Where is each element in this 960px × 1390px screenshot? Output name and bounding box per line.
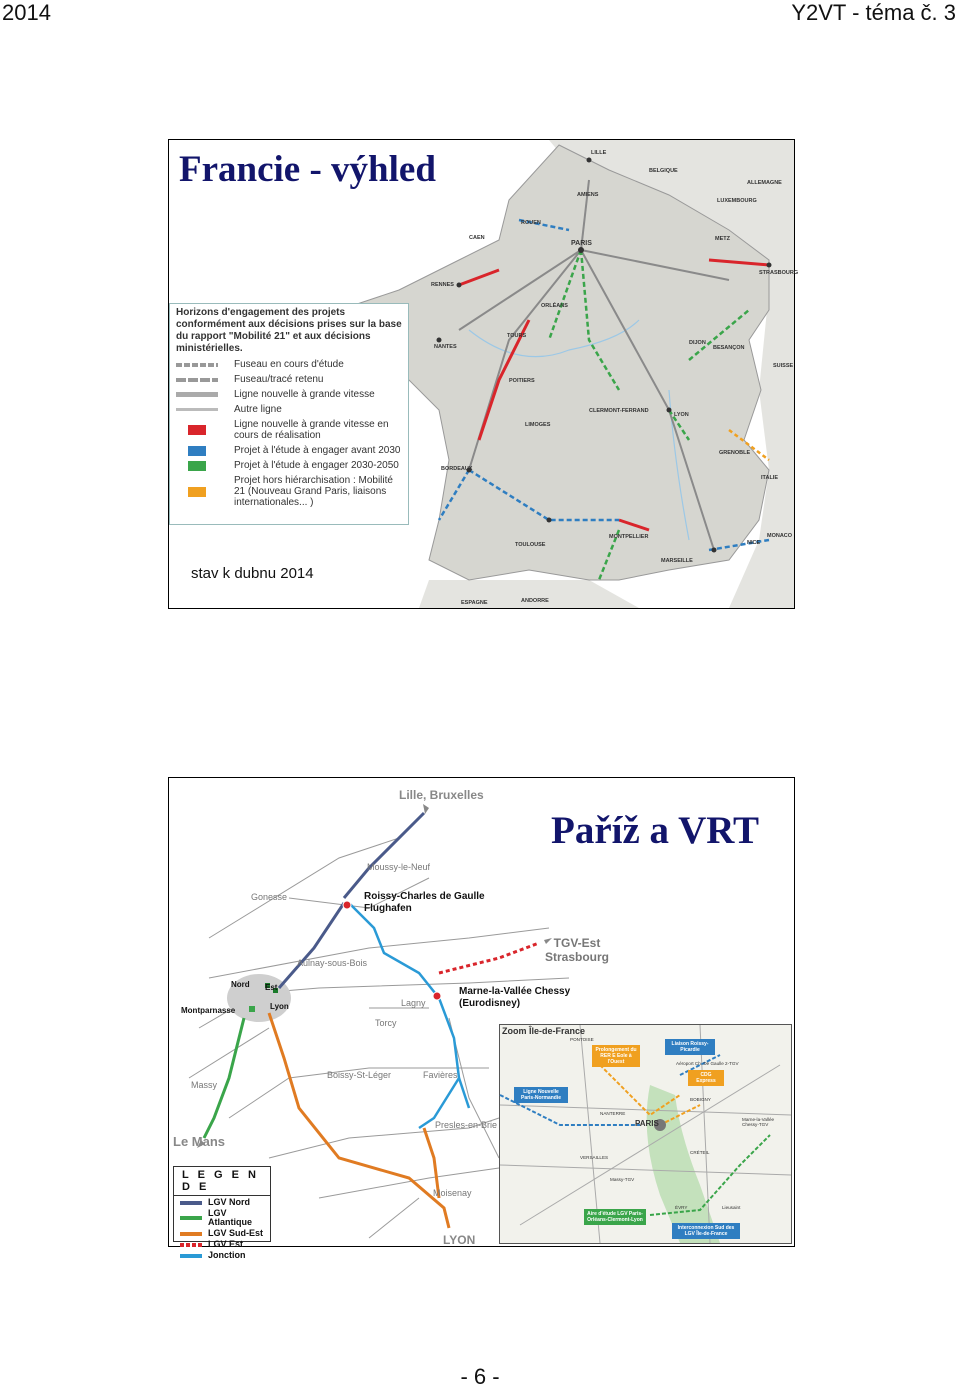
map-label-allemagne: ALLEMAGNE — [747, 180, 782, 186]
header-course: Y2VT - téma č. 3 — [791, 0, 956, 25]
map-label-rennes: RENNES — [431, 282, 454, 288]
label-moisenay: Moisenay — [433, 1188, 472, 1198]
legend-color-swatch — [188, 461, 206, 471]
label-gonesse: Gonesse — [251, 892, 288, 902]
legend-solid-swatch — [176, 408, 218, 411]
legend-swatch — [180, 1254, 202, 1258]
legend-swatch — [180, 1216, 202, 1220]
label-montparnasse: Montparnasse — [181, 1006, 236, 1015]
label-lille: Lille, Bruxelles — [399, 788, 484, 802]
slide-paris-hsr — [168, 777, 795, 1260]
legend-swatch — [180, 1201, 202, 1205]
map-label-belgique: BELGIQUE — [649, 168, 678, 174]
legend-color-label: Projet à l'étude à engager 2030-2050 — [234, 460, 399, 471]
zoom-label-marne: Marne-la-Vallée Chessy-TGV — [742, 1117, 775, 1127]
tag-interconnexion-sud: Interconnexion Sud des LGV Île-de-France — [672, 1223, 740, 1239]
label-cdg: Roissy-Charles de Gaulle Flughafen — [364, 891, 485, 914]
map-label-clermont: CLERMONT-FERRAND — [589, 408, 649, 414]
legend-label: LGV Atlantique — [208, 1208, 252, 1227]
label-lyon-station: Lyon — [270, 1002, 289, 1011]
map-label-caen: CAEN — [469, 235, 485, 241]
legend-row — [180, 1240, 264, 1249]
legend-heading: Horizons d'engagement des projets conformément aux décisions prises sur la base du rapport "Mobilité 21" et aux décisions ministérielles. — [176, 307, 402, 354]
legend-line-row — [176, 374, 402, 385]
zoom-label-pontoise: PONTOISE — [570, 1037, 594, 1042]
zoom-label-lieusaint: Lieusaint — [722, 1205, 741, 1210]
legend-swatch — [180, 1232, 202, 1236]
legend-line-row — [176, 359, 402, 370]
label-lagny: Lagny — [401, 998, 426, 1008]
map-label-andorre: ANDORRE — [521, 598, 549, 604]
tag-paris-normandie: Ligne Nouvelle Paris-Normandie — [514, 1087, 568, 1103]
legend-row — [180, 1229, 264, 1238]
map-label-montpellier: MONTPELLIER — [609, 534, 649, 540]
label-aulnay: Aulnay-sous-Bois — [297, 958, 368, 968]
tag-pocl: Aire d'étude LGV Paris-Orléans-Clermont-Lyon — [584, 1209, 646, 1225]
slide-caption: stav k dubnu 2014 — [191, 565, 314, 582]
legend-color-swatch — [188, 425, 206, 435]
legend-line-row — [176, 404, 402, 415]
legend-line-label: Fuseau en cours d'étude — [234, 359, 344, 370]
legend-color-swatch — [188, 487, 206, 497]
legend-color-label: Projet hors hiérarchisation : Mobilité 21 (Nouveau Grand Paris, liaisons internationales... ) — [234, 475, 393, 508]
map-label-orleans: ORLÉANS — [541, 303, 568, 309]
legend-color-swatch — [188, 446, 206, 456]
map-label-dijon: DIJON — [689, 340, 706, 346]
label-massy: Massy — [191, 1080, 218, 1090]
map-label-rouen: ROUEN — [521, 220, 541, 226]
label-presles: Presles-en-Brie — [435, 1120, 498, 1130]
slide-france-outlook — [168, 139, 799, 609]
map-label-grenoble: GRENOBLE — [719, 450, 751, 456]
legend-color-row — [176, 475, 402, 508]
zoom-label-paris: PARIS — [635, 1119, 659, 1128]
map-label-paris: PARIS — [571, 240, 592, 247]
map-label-metz: METZ — [715, 236, 730, 242]
legend-swatch — [180, 1243, 202, 1247]
zoom-label-evry: ÉVRY — [675, 1205, 688, 1210]
legend-title: L E G E N D E — [174, 1167, 270, 1196]
zoom-label-bobigny: BOBIGNY — [690, 1097, 711, 1102]
map-label-lyon: LYON — [674, 412, 689, 418]
line-legend — [173, 1166, 271, 1260]
legend-color-row — [176, 445, 402, 456]
map-label-luxembourg: LUXEMBOURG — [717, 198, 757, 204]
legend-line-label: Fuseau/tracé retenu — [234, 374, 324, 385]
tag-cdg-express: CDG Express — [688, 1070, 724, 1086]
header-year: 2014 — [2, 0, 51, 25]
map-label-limoges: LIMOGES — [525, 422, 551, 428]
label-le-mans: Le Mans — [173, 1134, 226, 1149]
label-moussy: Moussy-le-Neuf — [367, 862, 431, 872]
zoom-ile-de-france — [499, 1024, 792, 1244]
zoom-label-massy: Massy-TGV — [610, 1177, 635, 1182]
legend-color-label: Ligne nouvelle à grande vitesse en cours de réalisation — [234, 419, 389, 441]
label-torcy: Torcy — [375, 1018, 397, 1028]
map-label-espagne: ESPAGNE — [461, 600, 488, 606]
map-label-besancon: BESANÇON — [713, 345, 745, 351]
label-est: Est — [265, 983, 278, 992]
zoom-title: Zoom Île-de-France — [502, 1026, 586, 1036]
slide-title: Francie - výhled — [179, 149, 436, 190]
label-favieres: Favières — [423, 1070, 458, 1080]
legend-line-label: Autre ligne — [234, 404, 282, 415]
label-nord: Nord — [231, 980, 250, 989]
legend-label: LGV Nord — [208, 1197, 250, 1207]
map-label-amiens: AMIENS — [577, 192, 599, 198]
page-number: - 6 - — [460, 1364, 500, 1389]
zoom-label-airport: Aéroport Ch. De Gaulle 2-TGV — [676, 1061, 739, 1066]
map-label-toulouse: TOULOUSE — [515, 542, 546, 548]
legend-label: LGV Est — [208, 1239, 244, 1249]
legend-line-row — [176, 389, 402, 400]
tag-roissy-picardie: Liaison Roissy-Picardie — [665, 1039, 715, 1055]
map-label-tours: TOURS — [507, 333, 527, 339]
legend-dashed-swatch — [176, 363, 218, 367]
map-legend — [169, 303, 409, 525]
map-label-bordeaux: BORDEAUX — [441, 466, 473, 472]
legend-row — [180, 1198, 264, 1207]
map-label-poitiers: POITIERS — [509, 378, 535, 384]
map-label-lille: LILLE — [591, 150, 607, 156]
tag-rer-e: Prolongement du RER E Eole à l'Ouest — [592, 1045, 640, 1067]
zoom-label-versailles: VERSAILLES — [580, 1155, 609, 1160]
legend-solid-swatch — [176, 392, 218, 397]
legend-row — [180, 1209, 264, 1227]
legend-label: Jonction — [208, 1250, 246, 1260]
map-label-nantes: NANTES — [434, 344, 457, 350]
map-label-italie: ITALIE — [761, 475, 779, 481]
legend-color-row — [176, 419, 402, 441]
legend-row — [180, 1251, 264, 1260]
map-label-suisse: SUISSE — [773, 363, 794, 369]
map-label-monaco: MONACO — [767, 533, 793, 539]
zoom-label-creteil: CRÉTEIL — [690, 1150, 710, 1155]
legend-dashed-swatch — [176, 378, 218, 382]
label-tgv-est: TGV-Est Strasbourg — [544, 936, 609, 964]
label-marne: Marne-la-Vallée Chessy (Eurodisney) — [459, 986, 571, 1009]
legend-label: LGV Sud-Est — [208, 1228, 264, 1238]
label-boissy: Boissy-St-Léger — [327, 1070, 392, 1080]
map-label-marseille: MARSEILLE — [661, 558, 693, 564]
slide-title: Paříž a VRT — [551, 809, 760, 852]
legend-color-row — [176, 460, 402, 471]
map-label-nice: NICE — [747, 540, 761, 546]
legend-color-label: Projet à l'étude à engager avant 2030 — [234, 445, 401, 456]
zoom-label-nanterre: NANTERRE — [600, 1111, 626, 1116]
map-label-strasbourg: STRASBOURG — [759, 270, 799, 276]
legend-line-label: Ligne nouvelle à grande vitesse — [234, 389, 375, 400]
label-lyon: LYON — [443, 1233, 476, 1247]
